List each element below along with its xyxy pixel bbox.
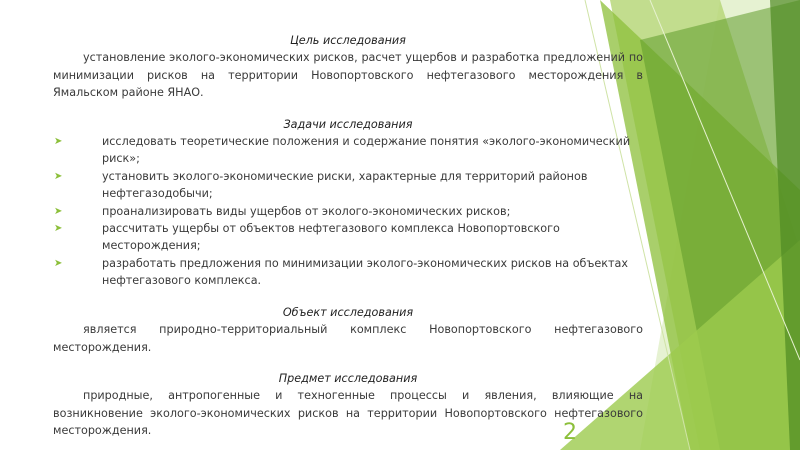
arrow-bullet-icon: ➤ xyxy=(54,170,63,182)
list-item: ➤ разработать предложения по минимизации эколого-экономических рисков на объектах нефтегазового комплекса. xyxy=(54,256,628,288)
object-heading: Объект исследования xyxy=(282,305,414,319)
goal-heading: Цель исследования xyxy=(290,34,406,47)
list-item: ➤ рассчитать ущербы от объектов нефтегазового комплекса Новопортовского месторождения; xyxy=(54,222,560,253)
list-item: ➤ установить эколого-экономические риски, характерные для территорий районов нефтегазодобычи; xyxy=(54,169,588,201)
list-item: ➤ проанализировать виды ущербов от эколого-экономических рисков; xyxy=(53,203,643,220)
arrow-bullet-icon: ➤ xyxy=(54,205,63,217)
subject-heading: Предмет исследования xyxy=(278,371,418,385)
arrow-bullet-icon: ➤ xyxy=(54,136,63,148)
slide-content xyxy=(53,32,643,440)
list-item: ➤ исследовать теоретические положения и содержание понятия «эколого-экономический риск»; xyxy=(54,135,631,166)
arrow-bullet-icon: ➤ xyxy=(54,257,63,269)
page-number: 2 xyxy=(563,420,577,445)
subject-text: природные, антропогенные и техногенные процессы и явления, влияющие на возникновение эколого-экономических рисков на территории Новопортовского нефтегазового месторождения. xyxy=(53,389,643,438)
tasks-heading: Задачи исследования xyxy=(283,117,413,131)
tasks-list xyxy=(53,133,643,290)
object-text: является природно-территориальный комплекс Новопортовского нефтегазового месторождения. xyxy=(53,323,643,354)
arrow-bullet-icon: ➤ xyxy=(54,223,63,235)
goal-text: установление эколого-экономических рисков, расчет ущербов и разработка предложений по минимизации рисков на территории Новопортовского нефтегазового месторождения в Ямальском районе ЯНАО. xyxy=(53,51,643,100)
